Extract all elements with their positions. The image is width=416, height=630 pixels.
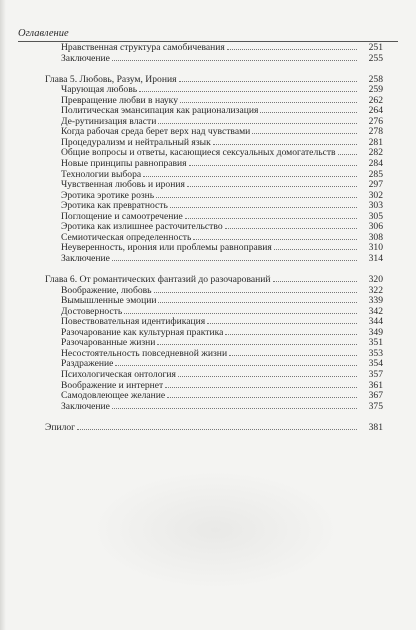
dot-leader: [338, 148, 357, 155]
toc-entry-page-number: 251: [368, 42, 383, 53]
toc-entry-page-number: 308: [368, 231, 383, 243]
toc-section-entry: [0, 243, 416, 254]
toc-entry-page-number: 259: [368, 84, 383, 96]
dot-leader: [274, 243, 357, 250]
toc-entry-title: Разочарование как культурная практика: [61, 327, 224, 338]
dot-leader: [227, 43, 357, 50]
toc-entry-page-number: 375: [368, 400, 383, 412]
toc-section-entry: [0, 201, 416, 212]
toc-section-entry: [0, 54, 416, 65]
toc-entry-page-number: 285: [368, 168, 383, 180]
toc-entry-title: Самодовлеющее желание: [61, 391, 166, 402]
toc-entry-page-number: 255: [368, 52, 383, 64]
dot-leader: [229, 349, 357, 356]
dot-leader: [260, 106, 357, 113]
toc-entry-page-number: 262: [368, 94, 383, 106]
toc-entry-page-number: 281: [368, 136, 383, 148]
dot-leader: [124, 307, 357, 314]
toc-section-entry: [0, 254, 416, 265]
toc-entry-title: Технологии выбора: [61, 169, 142, 180]
toc-entry-title: Вымышленные эмоции: [61, 296, 157, 307]
toc-entry-title: Раздражение: [61, 359, 114, 370]
dot-leader: [180, 96, 357, 103]
toc-entry-title: Эротика как превратность: [61, 201, 168, 212]
toc-entry-title: Несостоятельность повседневной жизни: [61, 348, 228, 359]
toc-section-entry: [0, 286, 416, 297]
header-title: Оглавление: [18, 28, 69, 39]
table-of-contents: [0, 43, 416, 433]
toc-entry-title: Общие вопросы и ответы, касающиеся сексуальных домогательств: [61, 148, 336, 159]
toc-section-entry: [0, 370, 416, 381]
dot-leader: [189, 159, 357, 166]
toc-section-entry: [0, 127, 416, 138]
toc-entry-page-number: 276: [368, 115, 383, 127]
toc-section-entry: [0, 96, 416, 107]
toc-entry-page-number: 278: [368, 126, 383, 138]
toc-chapter-entry: [0, 75, 416, 86]
dot-leader: [193, 233, 357, 240]
toc-entry-page-number: 305: [368, 210, 383, 222]
toc-entry-title: Разочарованные жизни: [61, 338, 156, 349]
dot-leader: [179, 75, 357, 82]
toc-entry-page-number: 282: [368, 147, 383, 159]
toc-spacer: [0, 264, 416, 275]
dot-leader: [112, 54, 357, 61]
dot-leader: [273, 275, 357, 282]
toc-section-entry: [0, 85, 416, 96]
toc-entry-page-number: 314: [368, 252, 383, 264]
toc-section-entry: [0, 359, 416, 370]
toc-section-entry: [0, 106, 416, 117]
toc-entry-title: Повествовательная идентификация: [61, 317, 206, 328]
dot-leader: [115, 359, 357, 366]
dot-leader: [187, 180, 357, 187]
dot-leader: [225, 222, 357, 229]
toc-chapter-entry: [0, 423, 416, 434]
toc-section-entry: [0, 148, 416, 159]
dot-leader: [77, 423, 357, 430]
toc-entry-title: Психологическая онтология: [61, 369, 176, 380]
toc-entry-title: Чувственная любовь и ирония: [61, 180, 185, 191]
toc-section-entry: [0, 328, 416, 339]
toc-entry-page-number: 302: [368, 189, 383, 201]
dot-leader: [167, 391, 357, 398]
dot-leader: [112, 402, 357, 409]
toc-section-entry: [0, 159, 416, 170]
dot-leader: [143, 170, 357, 177]
toc-entry-page-number: 320: [368, 274, 383, 286]
running-header: [18, 28, 398, 42]
toc-entry-title: Воображение и интернет: [61, 380, 164, 391]
toc-entry-page-number: 344: [368, 316, 383, 328]
dot-leader: [158, 117, 357, 124]
toc-section-entry: [0, 307, 416, 318]
page-smudge: [90, 470, 340, 590]
toc-entry-title: Глава 6. От романтических фантазий до разочарований: [45, 275, 271, 286]
dot-leader: [170, 201, 357, 208]
dot-leader: [252, 127, 357, 134]
toc-entry-title: Достоверность: [61, 306, 123, 317]
toc-section-entry: [0, 117, 416, 128]
toc-entry-page-number: 367: [368, 390, 383, 402]
toc-section-entry: [0, 391, 416, 402]
toc-entry-page-number: 297: [368, 179, 383, 191]
dot-leader: [157, 338, 357, 345]
toc-entry-page-number: 303: [368, 200, 383, 212]
toc-entry-page-number: 381: [368, 421, 383, 433]
toc-entry-page-number: 322: [368, 284, 383, 296]
toc-entry-page-number: 354: [368, 358, 383, 370]
dot-leader: [225, 328, 357, 335]
toc-section-entry: [0, 349, 416, 360]
dot-leader: [178, 370, 357, 377]
toc-spacer: [0, 64, 416, 75]
dot-leader: [156, 191, 357, 198]
toc-entry-title: Неуверенность, ирония или проблемы равноправия: [61, 243, 272, 254]
toc-entry-title: Эротика эротике рознь: [61, 190, 155, 201]
toc-entry-page-number: 284: [368, 158, 383, 170]
toc-entry-page-number: 258: [368, 73, 383, 85]
toc-section-entry: [0, 138, 416, 149]
toc-section-entry: [0, 191, 416, 202]
toc-entry-page-number: 339: [368, 295, 383, 307]
toc-section-entry: [0, 170, 416, 181]
dot-leader: [185, 212, 357, 219]
toc-spacer: [0, 412, 416, 423]
toc-entry-title: Эпилог: [45, 422, 76, 433]
toc-entry-title: Когда рабочая среда берет верх над чувствами: [61, 127, 251, 138]
toc-entry-page-number: 264: [368, 105, 383, 117]
toc-entry-page-number: 351: [368, 337, 383, 349]
toc-section-entry: [0, 222, 416, 233]
dot-leader: [213, 138, 357, 145]
toc-chapter-entry: [0, 275, 416, 286]
toc-entry-page-number: 349: [368, 326, 383, 338]
toc-section-entry: [0, 180, 416, 191]
dot-leader: [158, 296, 357, 303]
dot-leader: [112, 254, 357, 261]
toc-entry-title: Заключение: [61, 53, 110, 64]
toc-entry-page-number: 361: [368, 379, 383, 391]
dot-leader: [154, 286, 357, 293]
dot-leader: [139, 85, 357, 92]
toc-section-entry: [0, 43, 416, 54]
toc-entry-title: Нравственная структура самобичевания: [61, 43, 225, 53]
toc-entry-title: Поглощение и самоотречение: [61, 211, 183, 222]
toc-entry-title: Заключение: [61, 253, 110, 264]
toc-entry-title: Политическая эмансипация как рационализация: [61, 106, 259, 117]
toc-entry-title: Глава 5. Любовь, Разум, Ирония: [45, 74, 177, 85]
dot-leader: [165, 381, 357, 388]
dot-leader: [207, 317, 357, 324]
toc-section-entry: [0, 402, 416, 413]
toc-entry-title: Процедурализм и нейтральный язык: [61, 137, 211, 148]
toc-section-entry: [0, 296, 416, 307]
toc-entry-title: Чарующая любовь: [61, 85, 138, 96]
toc-entry-title: Превращение любви в науку: [61, 95, 178, 106]
toc-section-entry: [0, 212, 416, 223]
toc-entry-title: Эротика как излишнее расточительство: [61, 222, 223, 233]
toc-section-entry: [0, 317, 416, 328]
toc-section-entry: [0, 233, 416, 244]
toc-entry-title: Семиотическая определенность: [61, 232, 192, 243]
toc-entry-title: Новые принципы равноправия: [61, 159, 187, 170]
toc-entry-title: Заключение: [61, 401, 110, 412]
toc-section-entry: [0, 381, 416, 392]
toc-entry-page-number: 353: [368, 347, 383, 359]
toc-entry-page-number: 342: [368, 305, 383, 317]
toc-entry-page-number: 306: [368, 221, 383, 233]
toc-entry-page-number: 357: [368, 368, 383, 380]
toc-section-entry: [0, 338, 416, 349]
toc-entry-title: Де-рутинизация власти: [61, 116, 157, 127]
toc-entry-title: Воображение, любовь: [61, 285, 152, 296]
toc-entry-page-number: 310: [368, 242, 383, 254]
